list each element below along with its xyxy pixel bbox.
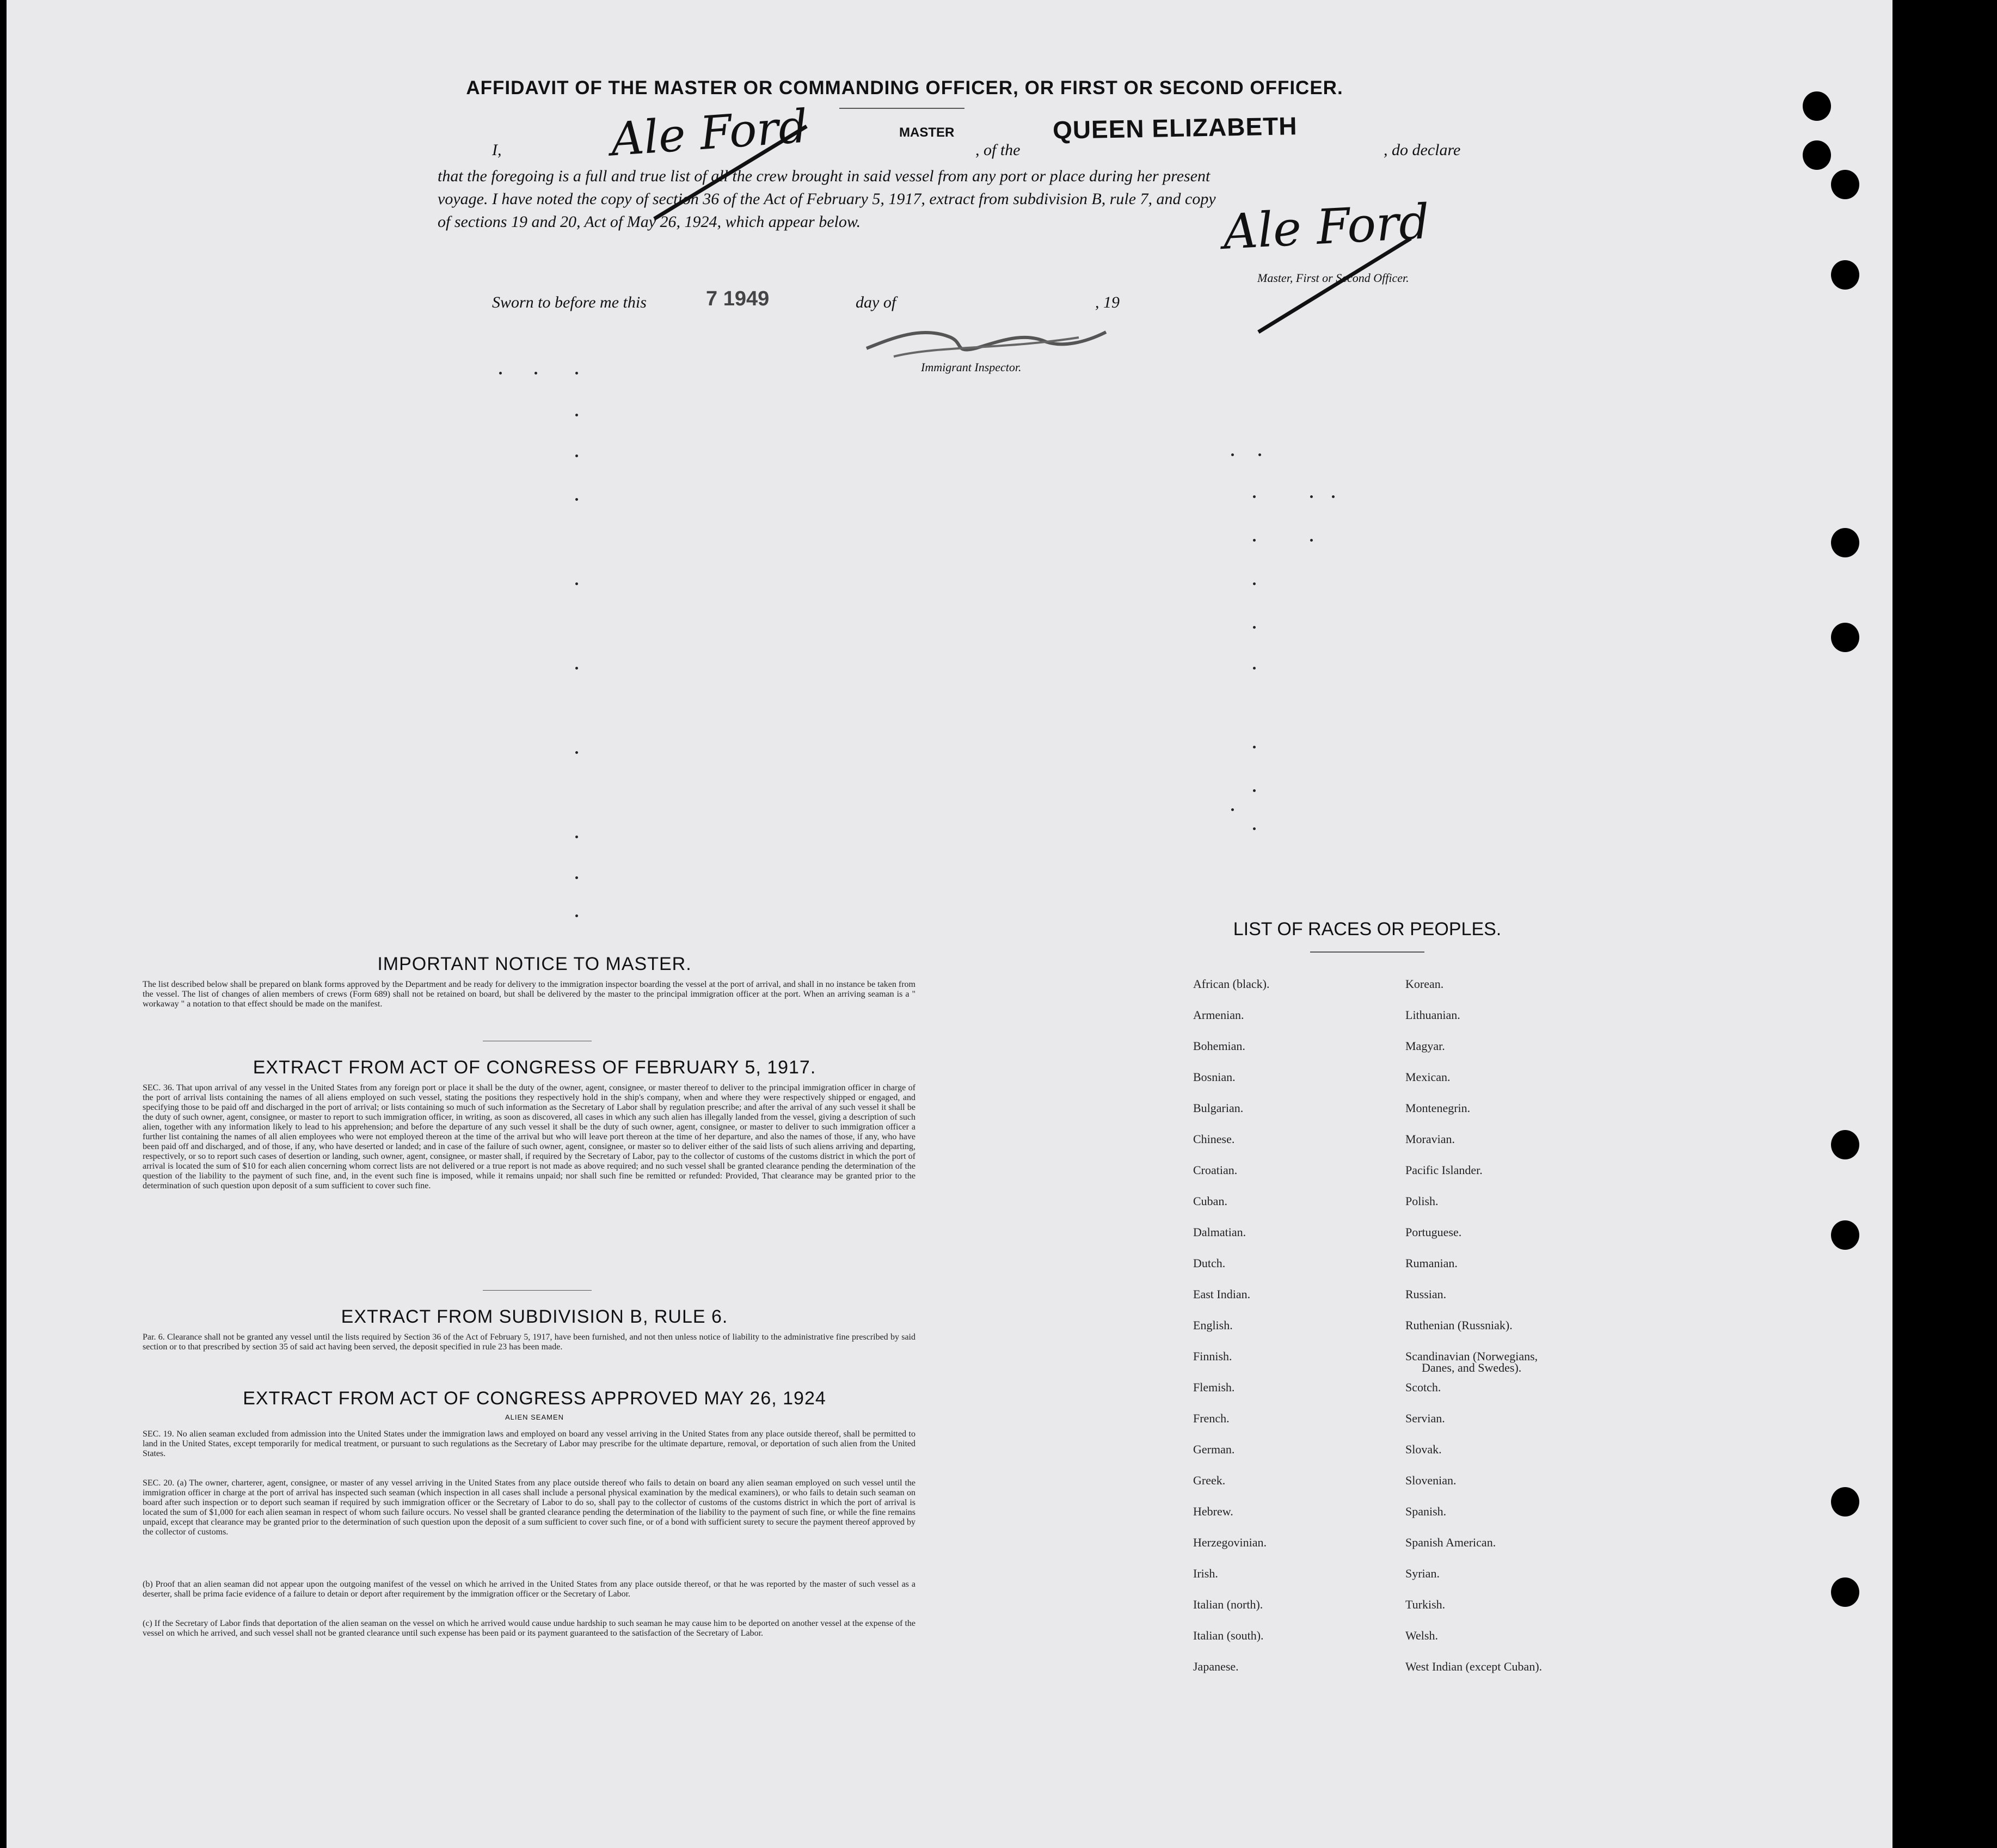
race-item: East Indian. <box>1193 1287 1251 1301</box>
extract-rule6-title: EXTRACT FROM SUBDIVISION B, RULE 6. <box>341 1306 728 1327</box>
race-item: Hebrew. <box>1193 1505 1233 1518</box>
race-item: Scotch. <box>1405 1380 1441 1394</box>
section-divider <box>483 1290 592 1291</box>
race-item: German. <box>1193 1442 1235 1456</box>
race-item: Greek. <box>1193 1474 1226 1487</box>
race-item: Spanish. <box>1405 1505 1447 1518</box>
declaration-line-2: that the foregoing is a full and true list of all the crew brought in said vessel from any port or place during her present <box>438 167 1211 185</box>
race-item: Portuguese. <box>1405 1225 1462 1239</box>
dot <box>1253 827 1256 830</box>
date-stamp: 7 1949 <box>706 287 770 310</box>
dot <box>575 582 578 585</box>
dot <box>1310 495 1313 498</box>
dot <box>575 498 578 501</box>
race-item: Cuban. <box>1193 1194 1227 1208</box>
extract-rule6-body: Par. 6. Clearance shall not be granted any vessel until the lists required by Section 36 of the Act of February 5, 1917, have been furnished, and not then unless notice of liability to the administrative fine prescribed by said section or to that prescribed by section 35 of said act having been served, the deposit specified in rule 23 has been made. <box>143 1333 915 1352</box>
race-item: French. <box>1193 1411 1230 1425</box>
race-item: Moravian. <box>1405 1132 1455 1146</box>
dot <box>1231 453 1234 456</box>
extract-1924-sec20b: (b) Proof that an alien seaman did not appear upon the outgoing manifest of the vessel on which he arrived in the United States from any place outside thereof, or that he was reported by the master of such vessel as a deserter, shall be prima facie evidence of a failure to detain or deport after requirement by the immigration officer or the Secretary of Labor. <box>143 1580 915 1599</box>
races-rule <box>1310 951 1424 953</box>
dot <box>575 414 578 416</box>
race-item: Korean. <box>1405 977 1444 991</box>
race-item: Italian (south). <box>1193 1629 1264 1642</box>
binder-hole <box>1831 1220 1859 1250</box>
race-item: Scandinavian (Norwegians, <box>1405 1349 1538 1363</box>
race-item: Finnish. <box>1193 1349 1232 1363</box>
extract-1917-body: SEC. 36. That upon arrival of any vessel in the United States from any foreign port or place it shall be the duty of the owner, agent, consignee, or master thereof to deliver to the principal immigration officer in charge of the port of arrival lists containing the names of all aliens employed on such vessel, stating the positions they respectively hold in the ship's company, when and where they were respectively shipped or engaged, and specifying those to be paid off and discharged in the port of arrival; or lists containing so much of such information as the Secretary of Labor shall by regulation prescribe; and after the arrival of any such vessel it shall be the duty of such owner, agent, consignee, or master to report to such immigration officer, in writing, as soon as discovered, all cases in which any such alien has illegally landed from the vessel, giving a description of such alien, together with any information likely to lead to his apprehension; and before the departure of any such vessel it shall be the duty of such owner, agent, consignee, or master to deliver to such immigration officer a further list containing the names of all alien employees who were not employed thereon at the time of the arrival but who will leave port thereon at the time of her departure, and also the names of those, if any, who have been paid off and discharged, and of those, if any, who have deserted or landed; and in case of the failure of such owner, agent, consignee, or master so to deliver either of the said lists of such aliens arriving and departing, respectively, or so to report such cases of desertion or landing, such owner, agent, consignee, or master shall, if required by the Secretary of Labor, pay to the collector of customs of the customs district in which the port of arrival is located the sum of $10 for each alien concerning whom correct lists are not delivered or a true report is not made as above required; and no such vessel shall be granted clearance pending the determination of the question of the liability to the payment of such fine, and, in the event such fine is imposed, while it remains unpaid; nor shall such fine be remitted or refunded: Provided, That clearance may be granted prior to the determination of such question upon deposit of a sum sufficient to cover such fine. <box>143 1083 915 1190</box>
dot <box>1253 667 1256 670</box>
race-item: Herzegovinian. <box>1193 1536 1267 1549</box>
race-item: West Indian (except Cuban). <box>1405 1660 1543 1673</box>
dot <box>1253 626 1256 629</box>
race-item: Armenian. <box>1193 1008 1244 1022</box>
race-item: Bosnian. <box>1193 1070 1236 1084</box>
dot <box>575 667 578 670</box>
inspector-signature <box>861 316 1117 365</box>
year-label: , 19 <box>1095 293 1120 311</box>
race-item: Italian (north). <box>1193 1598 1263 1611</box>
race-item: Japanese. <box>1193 1660 1239 1673</box>
declarant-prefix: I, <box>492 141 502 159</box>
race-item: English. <box>1193 1318 1233 1332</box>
inspector-caption: Immigrant Inspector. <box>921 360 1022 374</box>
race-item: Syrian. <box>1405 1567 1440 1580</box>
extract-1924-title: EXTRACT FROM ACT OF CONGRESS APPROVED MAY 26, 1924 <box>243 1388 826 1409</box>
race-item: Dutch. <box>1193 1256 1226 1270</box>
race-item: Croatian. <box>1193 1163 1238 1177</box>
race-item: Slovak. <box>1405 1442 1442 1456</box>
race-item: Rumanian. <box>1405 1256 1458 1270</box>
signature-stroke-top <box>638 115 823 224</box>
race-item: Russian. <box>1405 1287 1447 1301</box>
day-of-label: day of <box>856 293 896 311</box>
race-item: African (black). <box>1193 977 1270 991</box>
dot <box>575 455 578 457</box>
notice-title: IMPORTANT NOTICE TO MASTER. <box>377 954 692 974</box>
binder-hole <box>1831 170 1859 199</box>
race-item: Mexican. <box>1405 1070 1451 1084</box>
race-item: Chinese. <box>1193 1132 1235 1146</box>
dot <box>1253 582 1256 585</box>
binder-hole <box>1831 623 1859 652</box>
dot <box>1310 539 1313 542</box>
race-item: Bohemian. <box>1193 1039 1245 1053</box>
race-item: Polish. <box>1405 1194 1439 1208</box>
race-scandinavian-cont: Danes, and Swedes). <box>1422 1361 1522 1374</box>
binder-hole <box>1831 528 1859 557</box>
dot <box>575 836 578 838</box>
race-item: Turkish. <box>1405 1598 1446 1611</box>
document-page <box>7 0 1892 1848</box>
extract-1924-sec20c: (c) If the Secretary of Labor finds that deportation of the alien seaman on the vessel on which he arrived would cause undue hardship to such seaman he may cause him to be deported on another vessel at the expense of the vessel on which he arrived, and such vessel shall not be granted clearance until such expense has been paid or its payment guaranteed to the satisfaction of the Secretary of Labor. <box>143 1619 915 1638</box>
extract-1924-subtitle: ALIEN SEAMEN <box>505 1413 564 1421</box>
dot <box>1258 453 1261 456</box>
dot <box>1253 495 1256 498</box>
dot <box>1253 539 1256 542</box>
dot <box>1253 746 1256 748</box>
race-item: Montenegrin. <box>1405 1101 1471 1115</box>
race-item: Ruthenian (Russniak). <box>1405 1318 1513 1332</box>
race-item: Magyar. <box>1405 1039 1445 1053</box>
dot <box>575 914 578 917</box>
rank-label: MASTER <box>899 125 955 140</box>
signer-caption: Master, First or Second Officer. <box>1257 271 1409 285</box>
extract-1924-sec19: SEC. 19. No alien seaman excluded from admission into the United States under the immigration laws and employed on board any vessel arriving in the United States from any place outside thereof, shall be permitted to land in the United States, except temporarily for medical treatment, or pursuant to such regulations as the Secretary of Labor may prescribe for the ultimate departure, removal, or deportation of such alien from the United States. <box>143 1429 915 1458</box>
binder-hole <box>1803 140 1831 170</box>
race-item: Welsh. <box>1405 1629 1438 1642</box>
dot <box>1253 789 1256 792</box>
binder-hole <box>1831 1577 1859 1607</box>
title-rule <box>839 108 964 109</box>
dot <box>575 876 578 879</box>
of-the-label: , of the <box>975 141 1021 159</box>
declaration-line-3: voyage. I have noted the copy of section 36 of the Act of February 5, 1917, extract from subdivision B, rule 7, and copy <box>438 190 1216 208</box>
race-item: Slovenian. <box>1405 1474 1457 1487</box>
dot <box>1231 808 1234 811</box>
races-title: LIST OF RACES OR PEOPLES. <box>1233 919 1502 940</box>
extract-1924-sec20a: SEC. 20. (a) The owner, charterer, agent, consignee, or master of any vessel arriving in the United States from any place outside thereof who fails to detain on board any alien seaman employed on such vessel until the immigration officer in charge at the port of arrival has inspected such seaman (which inspection in all cases shall include a personal physical examination by the medical examiners), or who fails to detain such seaman on board after such inspection or to deport such seaman if required by such immigration officer or the Secretary of Labor to do so, shall pay to the collector of customs of the customs district in which the port of arrival is located the sum of $1,000 for each alien seaman in respect of whom such failure occurs. No vessel shall be granted clearance pending the determination of the liability to the payment of such fine, or while the fine remains unpaid, except that clearance may be granted prior to the determination of such question upon the deposit of a sum sufficient to cover such fine, or of a bond with sufficient surety to secure the payment thereof approved by the collector of customs. <box>143 1478 915 1537</box>
dot <box>499 372 502 374</box>
dot <box>1332 495 1335 498</box>
binder-hole <box>1831 1487 1859 1517</box>
binder-hole <box>1803 91 1831 121</box>
dot <box>575 751 578 754</box>
race-item: Bulgarian. <box>1193 1101 1244 1115</box>
do-declare-label: , do declare <box>1384 141 1461 159</box>
ship-name: QUEEN ELIZABETH <box>1052 112 1298 144</box>
binder-hole <box>1831 1130 1859 1159</box>
race-item: Irish. <box>1193 1567 1218 1580</box>
race-item: Flemish. <box>1193 1380 1235 1394</box>
binder-hole <box>1831 260 1859 290</box>
master-signature: Ale Ford <box>1221 193 1431 260</box>
race-item: Spanish American. <box>1405 1536 1496 1549</box>
declaration-line-4: of sections 19 and 20, Act of May 26, 1924, which appear below. <box>438 213 861 231</box>
race-item: Dalmatian. <box>1193 1225 1246 1239</box>
race-item: Pacific Islander. <box>1405 1163 1483 1177</box>
master-signature-top: Ale Ford <box>609 99 810 167</box>
race-item: Servian. <box>1405 1411 1445 1425</box>
dot <box>534 372 537 374</box>
dot <box>575 372 578 374</box>
extract-1917-title: EXTRACT FROM ACT OF CONGRESS OF FEBRUARY 5, 1917. <box>253 1057 816 1078</box>
affidavit-title: AFFIDAVIT OF THE MASTER OR COMMANDING OFFICER, OR FIRST OR SECOND OFFICER. <box>466 77 1343 99</box>
notice-body: The list described below shall be prepared on blank forms approved by the Department and be ready for delivery to the immigration inspector boarding the vessel at the port of arrival, and shall in no instance be taken from the vessel. The list of changes of alien members of crews (Form 689) shall not be retained on board, but shall be delivered by the master to the principal immigration officer at the port. When an arriving seaman is a " workaway " a notation to that effect should be made on the manifest. <box>143 980 915 1009</box>
race-item: Lithuanian. <box>1405 1008 1460 1022</box>
sworn-text: Sworn to before me this <box>492 293 647 311</box>
